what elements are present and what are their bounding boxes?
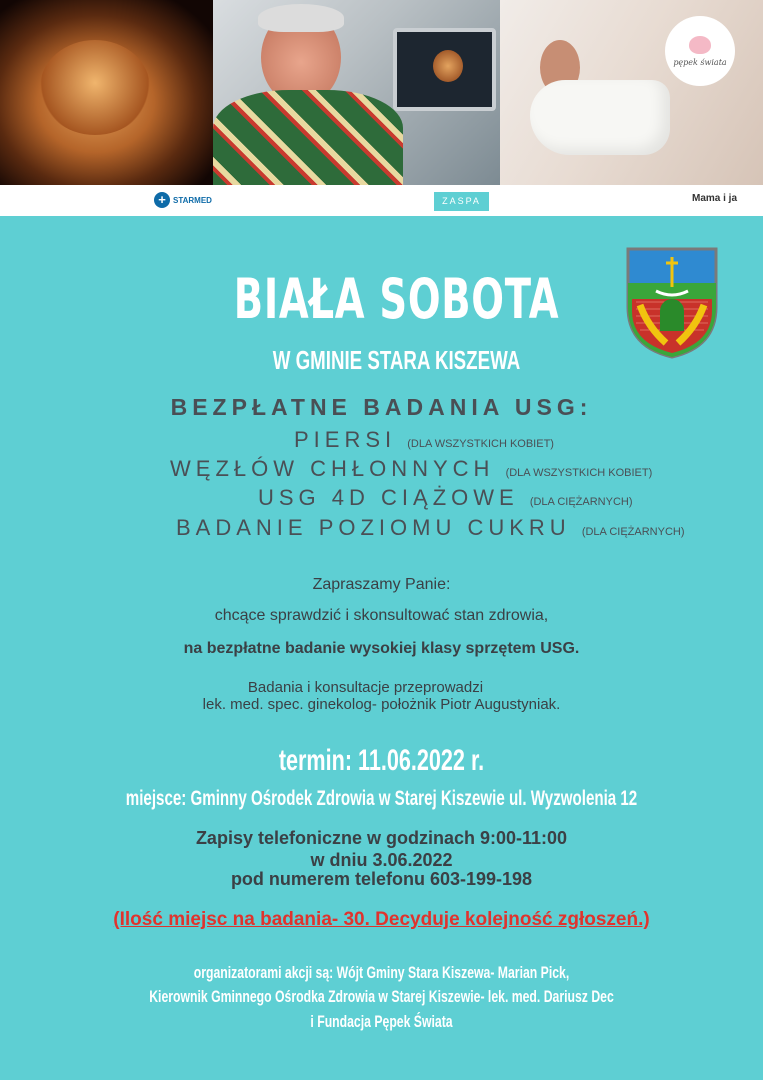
ultrasound-4d-photo bbox=[0, 0, 213, 185]
medical-cross-icon: + bbox=[154, 192, 170, 208]
exam-note: (DLA WSZYSTKICH KOBIET) bbox=[407, 438, 554, 450]
ultrasound-monitor bbox=[393, 28, 496, 111]
invite-line-2: chcące sprawdzić i skonsultować stan zdrowia, bbox=[214, 607, 549, 624]
doctor-photo bbox=[213, 0, 500, 185]
exam-note: (DLA CIĘŻARNYCH) bbox=[581, 526, 685, 538]
exam-item bbox=[294, 427, 554, 453]
doctor-line-1: Badania i konsultacje przeprowadzi bbox=[247, 679, 484, 696]
page-title: BIAŁA SOBOTA bbox=[233, 267, 560, 331]
mama-i-ja-logo: Mama i ja bbox=[692, 193, 738, 204]
invite-line-3: na bezpłatne badanie wysokiej klasy sprzętem USG. bbox=[183, 640, 580, 657]
header-photo-strip bbox=[0, 0, 763, 185]
organizers-line-2: Kierownik Gminnego Ośrodka Zdrowia w Starej Kiszewie- lek. med. Dariusz Dec bbox=[149, 987, 614, 1006]
exams-heading: BEZPŁATNE BADANIA USG: bbox=[170, 394, 593, 420]
places-limit-notice: (Ilość miejsc na badania- 30. Decyduje kolejność zgłoszeń.) bbox=[113, 909, 650, 930]
invite-line-1: Zapraszamy Panie: bbox=[312, 576, 451, 593]
pepek-swiata-logo bbox=[665, 16, 735, 86]
examination-photo bbox=[500, 0, 763, 185]
sponsor-bar bbox=[0, 185, 763, 216]
exam-item bbox=[170, 456, 652, 482]
pepek-logo-text: pępek świata bbox=[673, 57, 727, 67]
exam-name: BADANIE POZIOMU CUKRU bbox=[176, 515, 571, 540]
starmed-logo-text: STARMED bbox=[173, 195, 212, 205]
exam-item bbox=[176, 515, 685, 541]
exam-item bbox=[258, 485, 633, 511]
zaspa-logo: ZASPA bbox=[434, 192, 489, 211]
registration-date: w dniu 3.06.2022 bbox=[310, 850, 453, 870]
starmed-logo bbox=[154, 192, 212, 208]
page-subtitle: W GMINIE STARA KISZEWA bbox=[272, 345, 521, 375]
exam-name: PIERSI bbox=[294, 427, 397, 452]
organizers-line-3: i Fundacja Pępek Świata bbox=[310, 1012, 453, 1031]
doctor-line-2: lek. med. spec. ginekolog- położnik Piotr Augustyniak. bbox=[202, 696, 561, 713]
event-location: miejsce: Gminny Ośrodek Zdrowia w Starej Kiszewie ul. Wyzwolenia 12 bbox=[125, 787, 638, 810]
exam-name: WĘZŁÓW CHŁONNYCH bbox=[170, 456, 495, 481]
exam-note: (DLA WSZYSTKICH KOBIET) bbox=[505, 467, 653, 479]
exam-name: USG 4D CIĄŻOWE bbox=[258, 485, 519, 510]
event-date: termin: 11.06.2022 r. bbox=[278, 744, 485, 777]
organizers-line-1: organizatorami akcji są: Wójt Gminy Stara Kiszewa- Marian Pick, bbox=[193, 963, 570, 982]
registration-hours: Zapisy telefoniczne w godzinach 9:00-11:00 bbox=[195, 828, 568, 848]
exam-note: (DLA CIĘŻARNYCH) bbox=[529, 496, 633, 508]
registration-phone: pod numerem telefonu 603-199-198 bbox=[230, 869, 533, 889]
